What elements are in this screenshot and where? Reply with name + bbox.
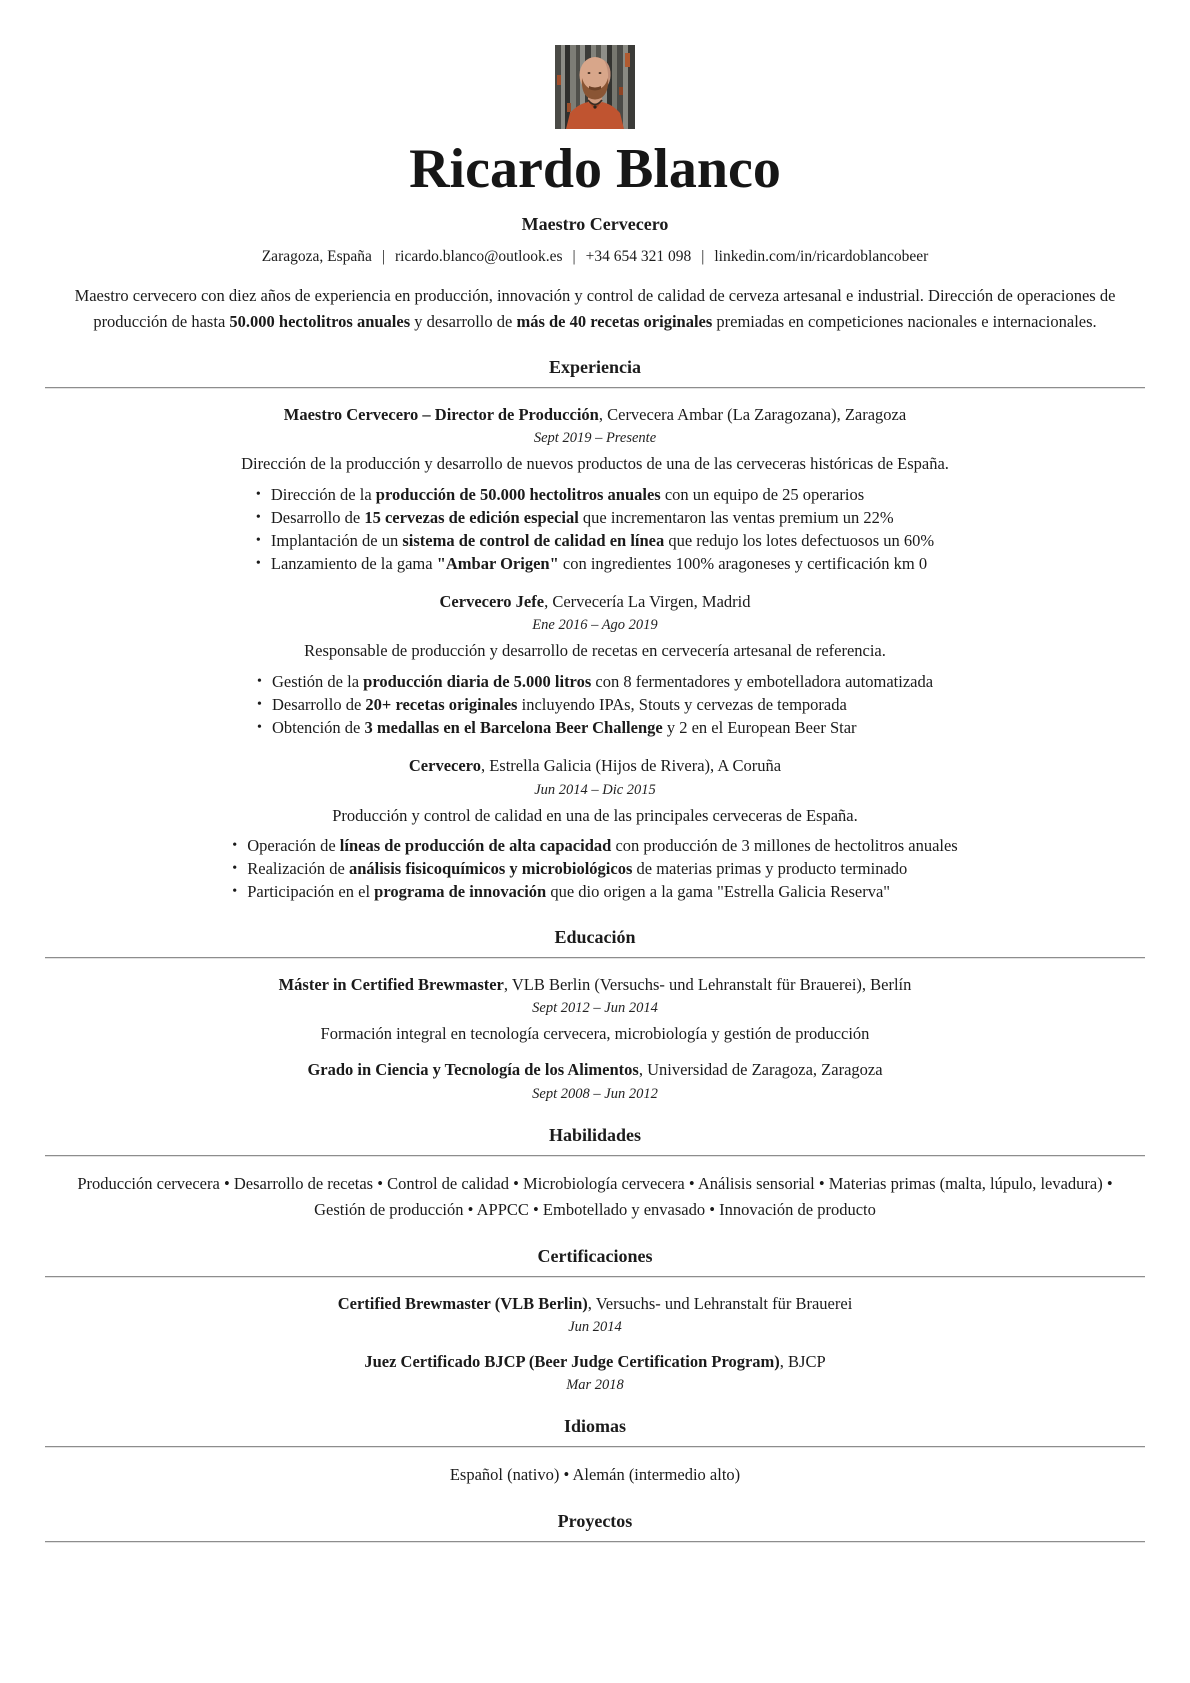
bullet-text: Obtención de 3 medallas en el Barcelona Beer Challenge y 2 en el European Beer Star: [271, 717, 857, 737]
certification-date: Mar 2018: [566, 1377, 624, 1394]
contact-linkedin: linkedin.com/in/ricardoblancobeer: [714, 248, 929, 266]
page-title: Ricardo Blanco: [409, 138, 781, 200]
resume-content: [0, 45, 1190, 1543]
contact-separator: |: [572, 248, 576, 266]
education-date: Sept 2012 – Jun 2014: [532, 1000, 658, 1017]
bullet-item: [257, 717, 933, 739]
certification-heading: Certified Brewmaster (VLB Berlin), Versuchs- und Lehranstalt für Brauerei: [337, 1293, 853, 1313]
bullet-icon: •: [256, 673, 262, 689]
bullet-text: Desarrollo de 15 cervezas de edición especial que incrementaron las ventas premium un 22%: [270, 507, 894, 527]
job-bullet-list: [256, 482, 934, 574]
profile-photo: [555, 45, 635, 129]
bullet-icon: •: [232, 861, 238, 877]
education-heading: Máster in Certified Brewmaster, VLB Berlin (Versuchs- und Lehranstalt für Brauerei), Berlín: [278, 974, 912, 994]
bullet-icon: •: [232, 838, 238, 854]
certification-entry: [45, 1293, 1145, 1336]
job-heading: Cervecero Jefe, Cervecería La Virgen, Madrid: [439, 592, 751, 612]
section-projects: [45, 1511, 1145, 1543]
profile-summary: Maestro cervecero con diez años de experiencia en producción, innovación y control de calidad de cerveza artesanal e industrial. Dirección de operaciones de producción de hasta 50.000 hectolitros anuales y desarrollo de más de 40 recetas originales premiadas en competiciones nacionales e internacionales.: [74, 286, 1116, 332]
languages-text: Español (nativo) • Alemán (intermedio alto): [449, 1465, 741, 1485]
contact-line: [45, 248, 1145, 266]
bullet-item: [256, 553, 934, 575]
section-divider: [45, 957, 1145, 959]
section-divider: [45, 1446, 1145, 1448]
bullet-icon: •: [255, 486, 261, 502]
section-divider: [45, 1276, 1145, 1278]
skills-text: Producción cervecera • Desarrollo de recetas • Control de calidad • Microbiología cervecera • Análisis sensorial • Materias primas (malta, lúpulo, levadura) • Gestión de producción • APPCC • Embotellado y envasado • Innovación de producto: [77, 1173, 1113, 1220]
section-title-certifications: Certificaciones: [537, 1245, 653, 1266]
certification-heading: Juez Certificado BJCP (Beer Judge Certification Program), BJCP: [364, 1352, 826, 1371]
bullet-item: [232, 835, 957, 857]
contact-phone: +34 654 321 098: [585, 248, 692, 266]
section-certifications: [45, 1246, 1145, 1395]
section-divider: [45, 387, 1145, 389]
section-title-skills: Habilidades: [548, 1124, 642, 1145]
job-entry: [45, 591, 1145, 740]
contact-separator: |: [381, 248, 385, 266]
education-description: Formación integral en tecnología cervecera, microbiología y gestión de producción: [320, 1024, 870, 1044]
section-education: [45, 927, 1145, 1103]
job-date: Sept 2019 – Presente: [533, 430, 657, 447]
section-title-education: Educación: [554, 926, 636, 947]
bullet-item: [232, 858, 957, 880]
job-entry: [45, 755, 1145, 904]
bullet-item: [257, 671, 933, 693]
job-description: Responsable de producción y desarrollo de recetas en cervecería artesanal de referencia.: [304, 641, 886, 661]
education-entry: [45, 1059, 1145, 1102]
section-skills: [45, 1125, 1145, 1224]
bullet-icon: •: [255, 509, 261, 525]
section-title-experience: Experiencia: [549, 356, 641, 377]
bullet-item: [257, 694, 933, 716]
job-entry: [45, 404, 1145, 576]
bullet-text: Lanzamiento de la gama "Ambar Origen" con ingredientes 100% aragoneses y certificación km 0: [270, 553, 928, 573]
education-date: Sept 2008 – Jun 2012: [532, 1085, 658, 1102]
section-experience: [45, 357, 1145, 905]
bullet-icon: •: [256, 696, 262, 712]
profile-headline: Maestro Cervecero: [521, 214, 669, 235]
bullet-text: Implantación de un sistema de control de calidad en línea que redujo los lotes defectuosos un 60%: [270, 530, 935, 550]
bullet-text: Realización de análisis fisicoquímicos y microbiológicos de materias primas y producto terminado: [247, 859, 908, 879]
bullet-icon: •: [255, 555, 261, 571]
bullet-text: Desarrollo de 20+ recetas originales incluyendo IPAs, Stouts y cervezas de temporada: [271, 694, 847, 714]
education-heading: Grado in Ciencia y Tecnología de los Alimentos, Universidad de Zaragoza, Zaragoza: [307, 1060, 883, 1080]
section-divider: [45, 1541, 1145, 1543]
bullet-text: Dirección de la producción de 50.000 hectolitros anuales con un equipo de 25 operarios: [270, 484, 865, 504]
bullet-icon: •: [232, 884, 238, 900]
contact-separator: |: [701, 248, 705, 266]
section-divider: [45, 1155, 1145, 1157]
section-title-languages: Idiomas: [563, 1416, 626, 1437]
bullet-item: [256, 507, 934, 529]
contact-location: Zaragoza, España: [261, 248, 372, 266]
job-date: Ene 2016 – Ago 2019: [532, 617, 658, 634]
job-heading: Maestro Cervecero – Director de Producción, Cervecera Ambar (La Zaragozana), Zaragoza: [283, 404, 907, 424]
section-title-projects: Proyectos: [557, 1510, 633, 1531]
job-bullet-list: [232, 834, 957, 903]
bullet-text: Participación en el programa de innovación que dio origen a la gama "Estrella Galicia Reserva": [247, 882, 891, 902]
job-description: Dirección de la producción y desarrollo de nuevos productos de una de las cerveceras históricas de España.: [241, 454, 949, 474]
bullet-text: Operación de líneas de producción de alta capacidad con producción de 3 millones de hectolitros anuales: [247, 836, 958, 856]
bullet-item: [256, 530, 934, 552]
bullet-icon: •: [255, 532, 261, 548]
job-description: Producción y control de calidad en una de las principales cerveceras de España.: [332, 805, 858, 825]
bullet-item: [232, 881, 957, 903]
bullet-item: [256, 484, 934, 506]
certification-entry: [45, 1351, 1145, 1394]
certification-date: Jun 2014: [568, 1319, 622, 1335]
job-bullet-list: [257, 669, 933, 738]
bullet-icon: •: [256, 719, 262, 735]
contact-email: ricardo.blanco@outlook.es: [395, 248, 563, 266]
bullet-text: Gestión de la producción diaria de 5.000 litros con 8 fermentadores y embotelladora automatizada: [271, 671, 934, 691]
education-entry: [45, 974, 1145, 1044]
section-languages: [45, 1416, 1145, 1488]
job-date: Jun 2014 – Dic 2015: [534, 781, 656, 798]
job-heading: Cervecero, Estrella Galicia (Hijos de Rivera), A Coruña: [408, 756, 782, 776]
